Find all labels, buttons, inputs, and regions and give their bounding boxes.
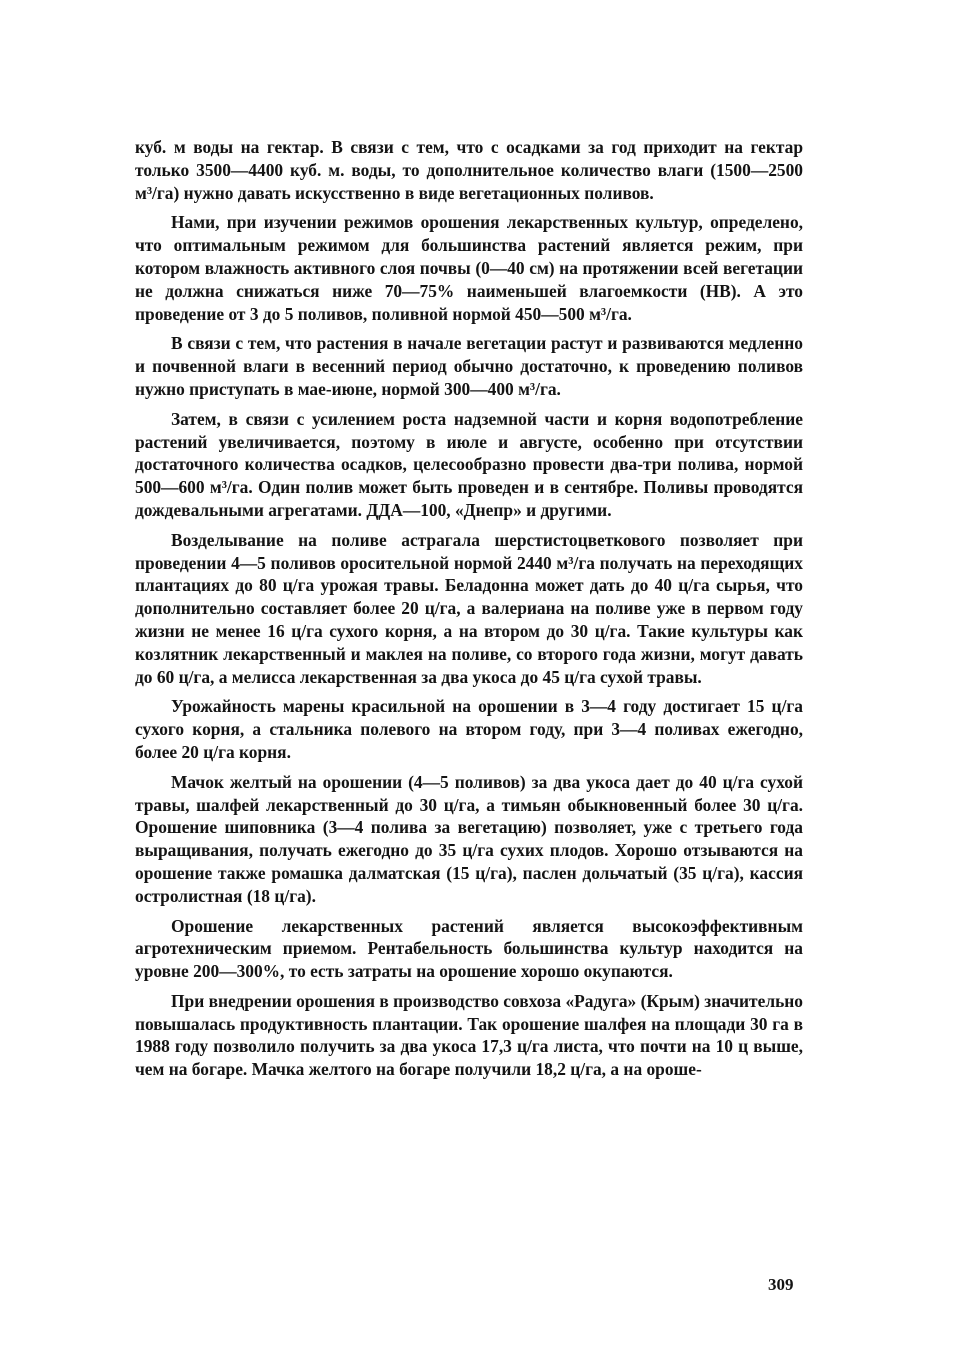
paragraph-9: При внедрении орошения в производство совхоза «Радуга» (Крым) значительно повышалась продуктивность плантации. Так орошение шалфея на площади 30 га в 1988 году позволило получить за два укоса 17,3 ц/га листа, что почти на 10 ц выше, чем на богаре. Мачка желтого на богаре получили 18,2 ц/га, а на ороше-: [135, 990, 803, 1080]
page-number: 309: [768, 1275, 794, 1294]
paragraph-7: Мачок желтый на орошении (4—5 поливов) за два укоса дает до 40 ц/га сухой травы, шалфей лекарственный до 30 ц/га, а тимьян обыкновенный более 30 ц/га. Орошение шиповника (3—4 полива за вегетацию) позволяет, уже с третьего года выращивания, получать ежегодно до 35 ц/га сухих плодов. Хорошо отзываются на орошение также ромашка далматская (15 ц/га), паслен дольчатый (35 ц/га), кассия остролистная (18 ц/га).: [135, 771, 803, 906]
paragraph-8: Орошение лекарственных растений является высокоэффективным агротехническим приемом. Рентабельность большинства культур находится на уровне 200—300%, то есть затраты на орошение хорошо окупаются.: [135, 915, 803, 982]
paragraph-1: куб. м воды на гектар. В связи с тем, что с осадками за год приходит на гектар только 3500—4400 куб. м. воды, то дополнительное количество влаги (1500—2500 м³/га) нужно давать искусственно в виде вегетационных поливов.: [135, 137, 803, 203]
paragraph-6: Урожайность марены красильной на орошении в 3—4 году достигает 15 ц/га сухого корня, а стальника полевого на втором году, при 3—4 поливах ежегодно, более 20 ц/га корня.: [135, 696, 803, 762]
document-body: [135, 136, 803, 1088]
paragraph-5: Возделывание на поливе астрагала шерстистоцветкового позволяет при проведении 4—5 поливов оросительной нормой 2440 м³/га получать на переходящих плантациях до 80 ц/га урожая травы. Беладонна может дать до 40 ц/га сырья, что дополнительно составляет более 20 ц/га, а валериана на поливе уже в первом году жизни не менее 16 ц/га сухого корня, а на втором до 30 ц/га. Такие культуры как козлятник лекарственный и маклея на поливе, со второго года жизни, могут давать до 60 ц/га, а мелисса лекарственная за два укоса до 45 ц/га сухой травы.: [135, 529, 803, 687]
paragraph-3: В связи с тем, что растения в начале вегетации растут и развиваются медленно и почвенной влаги в весенний период обычно достаточно, к проведению поливов нужно приступать в мае-июне, нормой 300—400 м³/га.: [135, 333, 803, 399]
paragraph-2: Нами, при изучении режимов орошения лекарственных культур, определено, что оптимальным режимом для большинства растений является режим, при котором влажность активного слоя почвы (0—40 см) на протяжении всей вегетации не должна снижаться ниже 70—75% наименьшей влагоемкости (НВ). А это проведение от 3 до 5 поливов, поливной нормой 450—500 м³/га.: [135, 212, 803, 324]
paragraph-4: Затем, в связи с усилением роста надземной части и корня водопотребление растений увеличивается, поэтому в июле и августе, особенно при отсутствии достаточного количества осадков, целесообразно провести два-три полива, нормой 500—600 м³/га. Один полив может быть проведен и в сентябре. Поливы проводятся дождевальными агрегатами. ДДА—100, «Днепр» и другими.: [135, 408, 803, 520]
